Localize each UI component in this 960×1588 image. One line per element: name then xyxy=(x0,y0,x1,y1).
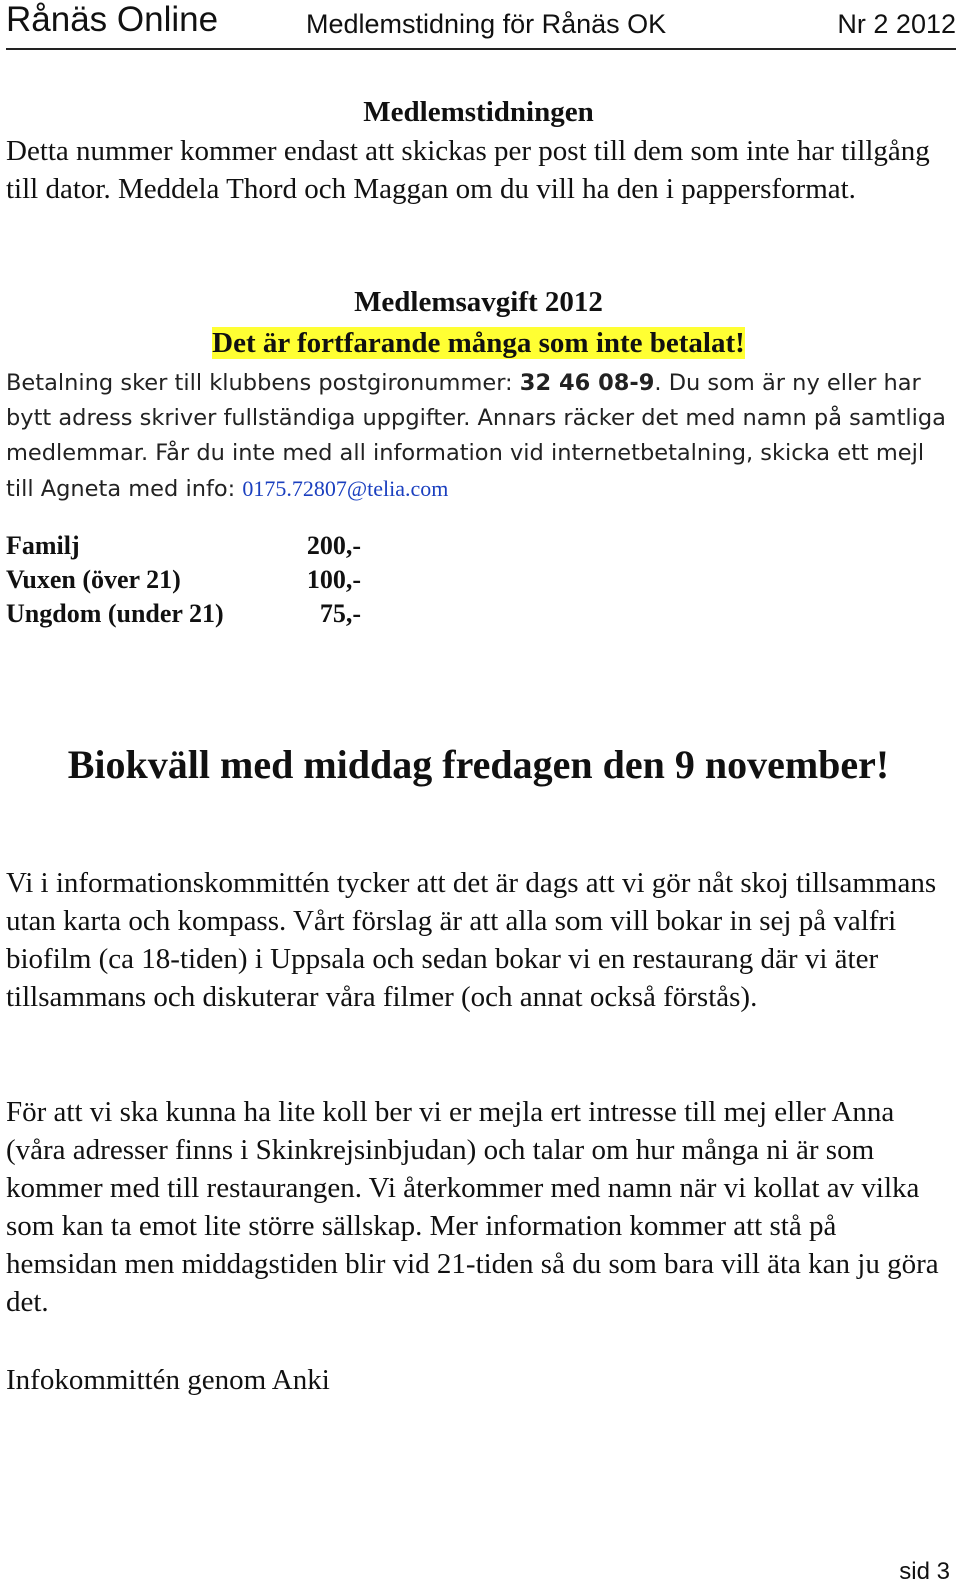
payment-alert xyxy=(6,322,951,364)
biokvall-heading: Biokväll med middag fredagen den 9 november! xyxy=(67,742,890,787)
fee-category: Familj xyxy=(6,531,80,560)
medlemsavgift-section xyxy=(6,282,951,507)
site-name: Rånäs Online xyxy=(6,0,219,39)
page-number: sid 3 xyxy=(899,1558,950,1585)
fee-row-ungdom xyxy=(6,597,951,631)
issue-number: Nr 2 2012 xyxy=(837,9,956,39)
medlemstidningen-title: Medlemstidningen xyxy=(363,96,594,128)
medlemsavgift-title: Medlemsavgift 2012 xyxy=(354,286,603,318)
page-header xyxy=(6,0,956,50)
medlemstidningen-text: Detta nummer kommer endast att skickas per post till dem som inte har tillgång till dator. Meddela Thord och Maggan om du vill ha den i pappersformat. xyxy=(6,135,930,205)
biokvall-paragraph-2: För att vi ska kunna ha lite koll ber vi er mejla ert intresse till mej eller Anna (våra adresser finns i Skinkrejsinbjudan) och talar om hur många ni är som kommer med till restaurangen. Vi återkommer med namn när vi kollat av vilka som kan ta emot lite större sällskap. Mer information kommer att stå på hemsidan men middagstiden blir vid 21-tiden så du som bara vill äta kan ju göra det. xyxy=(6,1096,939,1318)
newsletter-subtitle: Medlemstidning för Rånäs OK xyxy=(306,9,667,39)
fee-row-familj xyxy=(6,529,951,563)
fee-price: 200,- xyxy=(306,531,361,560)
fee-price: 75,- xyxy=(319,599,361,628)
postgiro-number: 32 46 08-9 xyxy=(519,370,655,396)
biokvall-section xyxy=(6,741,951,789)
payment-intro: Betalning sker till klubbens postgironummer: xyxy=(6,370,520,396)
payment-alert-text: Det är fortfarande många som inte betalat! xyxy=(212,327,745,359)
payment-details: . Du som är ny eller har bytt adress skriver fullständiga uppgifter. Annars räcker det med namn på samtliga medlemmar. Får du inte med all information vid internetbetalning, skicka ett mejl till Agneta med info: xyxy=(6,370,946,502)
payment-instructions xyxy=(6,366,951,507)
medlemstidningen-section xyxy=(6,92,951,208)
biokvall-paragraph-1: Vi i informationskommittén tycker att det är dags att vi gör nåt skoj tillsammans utan karta och kompass. Vårt förslag är att alla som vill bokar in sej på valfri biofilm (ca 18-tiden) i Uppsala och sedan bokar vi en restaurang där vi äter tillsammans och diskuterar våra filmer (och annat också förstås). xyxy=(6,867,937,1013)
fee-price: 100,- xyxy=(306,565,361,594)
fee-row-vuxen xyxy=(6,563,951,597)
fee-table xyxy=(6,529,951,631)
fee-category: Ungdom (under 21) xyxy=(6,599,224,628)
signature: Infokommittén genom Anki xyxy=(6,1364,330,1396)
fee-category: Vuxen (över 21) xyxy=(6,565,181,594)
contact-email-link[interactable]: 0175.72807@telia.com xyxy=(242,476,449,501)
